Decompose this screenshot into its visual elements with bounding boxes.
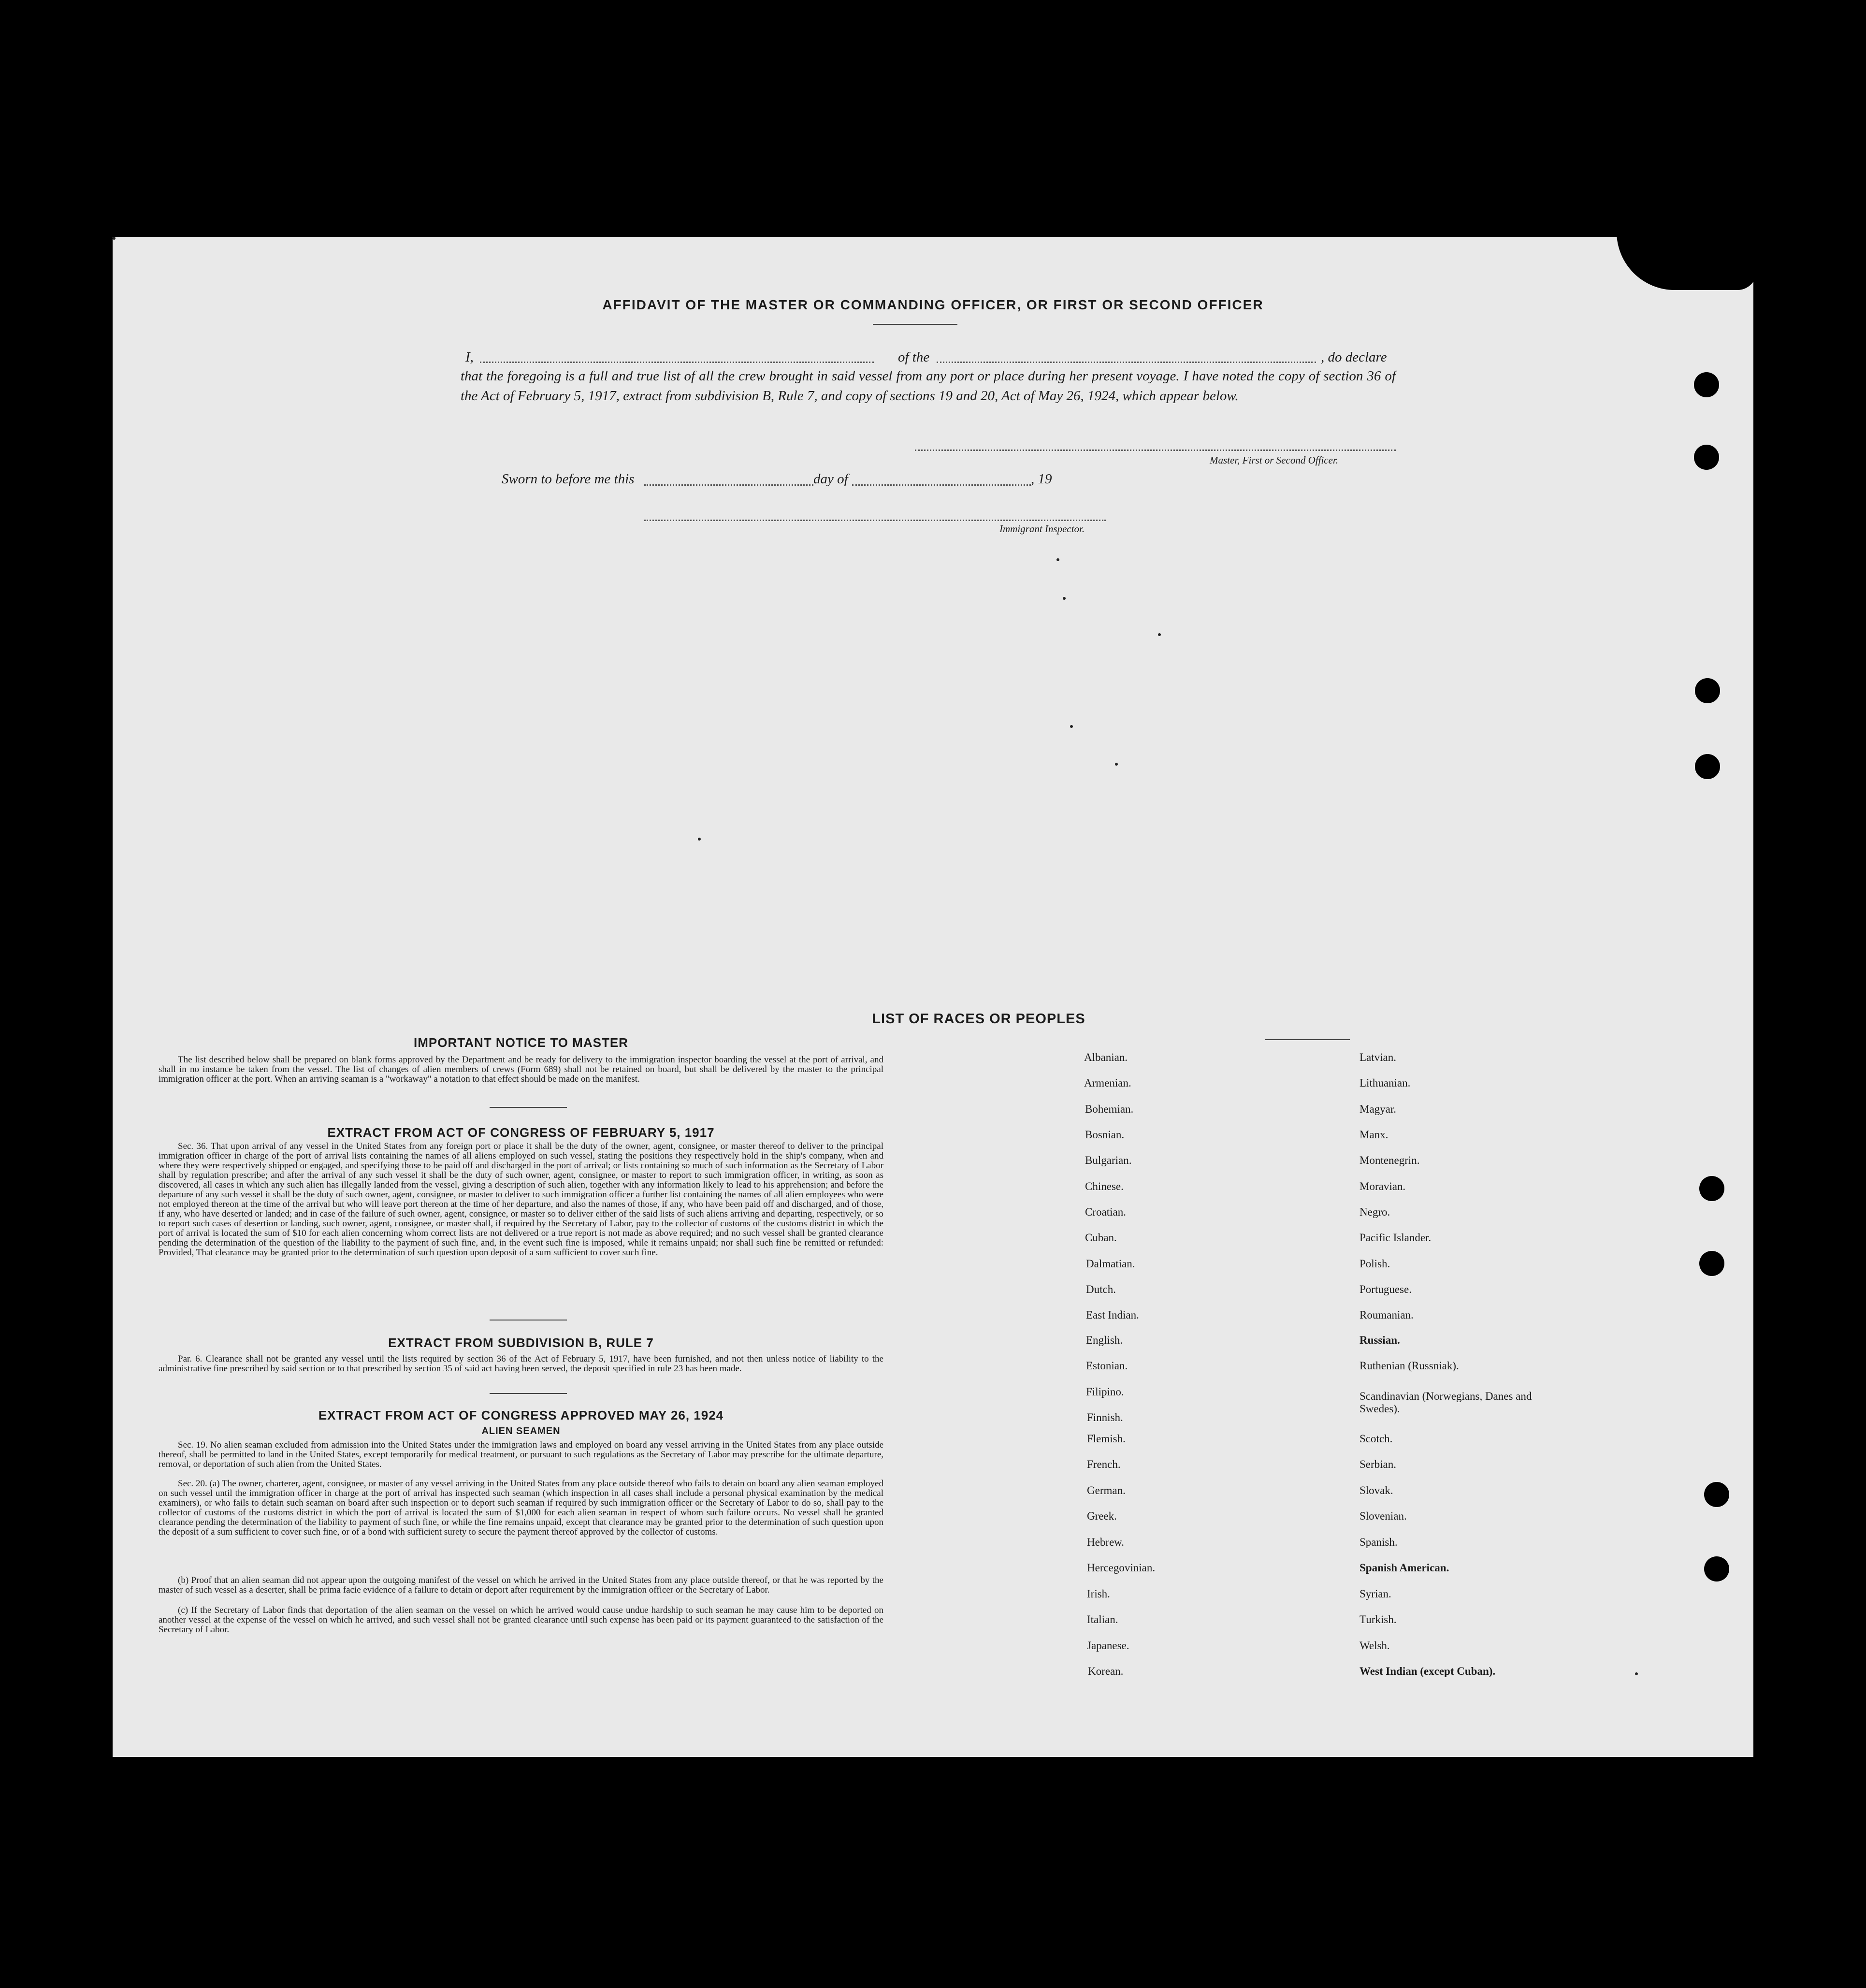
race-item: Slovenian. — [1360, 1510, 1407, 1522]
scan-speck — [1158, 633, 1161, 636]
race-item: Chinese. — [1085, 1180, 1124, 1192]
master-signature-line — [915, 450, 1396, 451]
race-item: Spanish American. — [1360, 1562, 1449, 1574]
notice-rule — [490, 1107, 567, 1108]
scan-speck — [1056, 558, 1059, 561]
race-item: Cuban. — [1085, 1232, 1117, 1244]
affidavit-body: that the foregoing is a full and true list of all the crew brought in said vessel from any port or place during her present voyage. I have noted the copy of section 36 of the Act of February 5, 1917, extract from subdivision B, Rule 7, and copy of sections 19 and 20, Act of May 26, 1924, which appear below. — [461, 368, 1396, 404]
punch-hole — [1695, 678, 1720, 703]
race-item: Polish. — [1360, 1258, 1390, 1270]
scan-speck — [698, 838, 701, 841]
race-item: West Indian (except Cuban). — [1360, 1665, 1496, 1677]
extract-1917-text: Sec. 36. That upon arrival of any vessel in the United States from any foreign port or place it shall be the duty of the owner, agent, consignee, or master thereof to deliver to the principal immigration officer in charge of the port of arrival lists containing the names of all aliens employed on such vessel, stating the positions they respectively hold in the ship's company, when and where they were respectively shipped or engaged, and specifying those to be paid off and discharged in the port of arrival; or lists containing so much of such information as the Secretary of Labor shall by regulation prescribe; and after the arrival of any such vessel it shall be the duty of such owner, agent, consignee, or master to report to such immigration officer, in writing, as soon as discovered, all cases in which any such alien has illegally landed from the vessel, giving a description of such alien, together with any information likely to lead to his apprehension; and before the departure of any such vessel it shall be the duty of such owner, agent, consignee, or master to deliver to such immigration officer a further list containing the names of all alien employees who were not employed thereon at the time of the arrival but who will leave port thereon at the time of her departure, and also the names of those, if any, who have been paid off and discharged, and of those, if any, who have deserted or landed; and in case of the failure of such owner, agent, consignee, or master so to deliver either of the said lists of such aliens arriving and departing, respectively, or so to report such cases of desertion or landing, such owner, agent, consignee, or master shall, if required by the Secretary of Labor, pay to the collector of customs of the customs district in which the port of arrival is located the sum of $10 for each alien concerning whom correct lists are not delivered or a true report is not made as above required; and no such vessel shall be granted clearance pending the determination of the question of the liability to the payment of such fine, and, in the event such fine is imposed, while it remains unpaid; nor shall such fine be remitted or refunded: Provided, That clearance may be granted prior to the determination of such question upon deposit of a sum sufficient to cover such fine. — [159, 1141, 883, 1258]
race-item: Filipino. — [1086, 1386, 1124, 1398]
scan-speck — [1063, 597, 1066, 600]
race-item: Greek. — [1087, 1510, 1117, 1522]
races-rule — [1265, 1039, 1350, 1040]
day-of-text: day of — [813, 471, 848, 487]
document-sheet — [113, 237, 1753, 1757]
race-item: Turkish. — [1360, 1613, 1397, 1625]
scan-speck — [1635, 1672, 1638, 1675]
sworn-text: Sworn to before me this — [502, 471, 635, 487]
race-item: English. — [1086, 1334, 1123, 1346]
notice-title: IMPORTANT NOTICE TO MASTER — [414, 1035, 628, 1050]
race-item: Croatian. — [1085, 1206, 1126, 1218]
scan-speck — [1115, 763, 1118, 766]
race-item: Dalmatian. — [1086, 1258, 1135, 1270]
affidavit-title: AFFIDAVIT OF THE MASTER OR COMMANDING OFFICER, OR FIRST OR SECOND OFFICER — [602, 297, 1264, 312]
race-item: Portuguese. — [1360, 1283, 1412, 1295]
extract-1924-sec20b: (b) Proof that an alien seaman did not appear upon the outgoing manifest of the vessel on which he arrived in the United States from any place outside thereof, or that he was reported by the master of such vessel as a deserter, shall be prima facie evidence of a failure to detain or deport after requirement by the immigration officer or the Secretary of Labor. — [159, 1575, 883, 1595]
punch-hole — [1699, 1176, 1724, 1201]
race-item: Latvian. — [1360, 1051, 1396, 1063]
rule7-rule — [490, 1393, 567, 1394]
race-item: Scandinavian (Norwegians, Danes and Swedes). — [1360, 1390, 1532, 1415]
race-item: Spanish. — [1360, 1536, 1398, 1548]
race-item: Syrian. — [1360, 1588, 1391, 1600]
race-item: Bohemian. — [1085, 1103, 1134, 1115]
affidavit-of-the: of the — [898, 349, 930, 365]
notice-text: The list described below shall be prepared on blank forms approved by the Department and be ready for delivery to the immigration inspector boarding the vessel at the port of arrival, and shall in no instance be taken from the vessel. The list of changes of alien members of crews (Form 689) shall not be retained on board, but shall be delivered by the master to the principal immigration officer at the port. When an arriving seaman is a "workaway" a notation to that effect should be made on the manifest. — [159, 1055, 883, 1084]
title-rule — [873, 324, 957, 325]
extract-1924-sec19: Sec. 19. No alien seaman excluded from admission into the United States under the immigration laws and employed on board any vessel arriving in the United States from any place outside thereof, shall be permitted to land in the United States, except temporarily for medical treatment, or pursuant to such regulations as the Secretary of Labor may prescribe for the ultimate departure, removal, or deportation of such alien from the United States. — [159, 1440, 883, 1469]
extract-1924-title: EXTRACT FROM ACT OF CONGRESS APPROVED MAY 26, 1924 — [318, 1408, 724, 1422]
races-title: LIST OF RACES OR PEOPLES — [872, 1011, 1085, 1027]
race-item: Albanian. — [1084, 1051, 1128, 1063]
scan-speck — [1070, 725, 1073, 728]
race-item: German. — [1087, 1484, 1126, 1496]
extract-1924-sec20a: Sec. 20. (a) The owner, charterer, agent, consignee, or master of any vessel arriving in the United States from any place outside thereof who fails to detain on board any alien seaman employed on such vessel until the immigration officer in charge at the port of arrival has inspected such seaman (which inspection in all cases shall include a personal physical examination by the medical examiners), or who fails to detain such seaman on board after such inspection or to deport such seaman if required by such immigration officer or the Secretary of Labor to do so, shall pay to the collector of customs of the customs district in which the port of arrival is located the sum of $1,000 for each alien seaman in respect of whom such failure occurs. No vessel shall be granted clearance pending the determination of the liability to payment of such fine, or while the fine remains unpaid, except that clearance may be granted prior to the determination of such question upon the deposit of a sum sufficient to cover such fine, or of a bond with sufficient surety to secure the payment thereof approved by the collector of customs. — [159, 1479, 883, 1537]
race-item: Hebrew. — [1087, 1536, 1125, 1548]
race-item: French. — [1087, 1458, 1121, 1470]
punch-hole — [1699, 1251, 1724, 1276]
race-item: Estonian. — [1086, 1360, 1128, 1372]
race-item: Finnish. — [1087, 1411, 1123, 1423]
race-item: Scotch. — [1360, 1433, 1393, 1445]
affidavit-i: I, — [465, 349, 474, 365]
race-item: Magyar. — [1360, 1103, 1397, 1115]
race-item: Ruthenian (Russniak). — [1360, 1360, 1459, 1372]
punch-hole — [1695, 754, 1720, 779]
year-text: , 19 — [1031, 471, 1052, 487]
race-item: Russian. — [1360, 1334, 1400, 1346]
race-item: Japanese. — [1087, 1640, 1129, 1652]
punch-hole — [1694, 445, 1719, 470]
race-item: Lithuanian. — [1360, 1077, 1411, 1089]
inspector-label: Immigrant Inspector. — [999, 523, 1085, 535]
sworn-day-line — [644, 484, 813, 486]
race-item: East Indian. — [1086, 1309, 1139, 1321]
race-item: Hercegovinian. — [1087, 1562, 1156, 1574]
rule7-text: Par. 6. Clearance shall not be granted any vessel until the lists required by section 36 of the Act of February 5, 1917, have been furnished, and not then unless notice of liability to the administrative fine prescribed by said section or to that prescribed by section 35 of said act having been served, the deposit specified in rule 23 has been made. — [159, 1354, 883, 1374]
affidavit-declare: , do declare — [1321, 349, 1387, 365]
master-label: Master, First or Second Officer. — [1210, 454, 1338, 466]
vessel-line — [937, 362, 1316, 363]
race-item: Welsh. — [1360, 1640, 1390, 1652]
race-item: Italian. — [1087, 1613, 1118, 1625]
punch-hole — [1704, 1482, 1729, 1507]
race-item: Montenegrin. — [1360, 1154, 1420, 1166]
race-item: Pacific Islander. — [1360, 1232, 1432, 1244]
punch-hole — [1694, 372, 1719, 397]
race-item: Slovak. — [1360, 1484, 1393, 1496]
race-item: Armenian. — [1084, 1077, 1131, 1089]
extract-1924-sec20c: (c) If the Secretary of Labor finds that deportation of the alien seaman on the vessel on which he arrived would cause undue hardship to such seaman he may cause him to be deported on another vessel at the expense of the vessel on which he arrived, and such vessel shall not be granted clearance until such expense has been paid or its payment guaranteed to the satisfaction of the Secretary of Labor. — [159, 1605, 883, 1635]
punch-hole — [1704, 1556, 1729, 1582]
race-item: Irish. — [1087, 1588, 1110, 1600]
race-item: Roumanian. — [1360, 1309, 1414, 1321]
race-item: Manx. — [1360, 1129, 1389, 1141]
race-item: Negro. — [1360, 1206, 1390, 1218]
race-item: Dutch. — [1086, 1283, 1116, 1295]
race-item: Bulgarian. — [1085, 1154, 1132, 1166]
rule7-title: EXTRACT FROM SUBDIVISION B, RULE 7 — [388, 1335, 654, 1350]
scan-speck — [113, 237, 116, 240]
race-item: Korean. — [1088, 1665, 1124, 1677]
race-item: Moravian. — [1360, 1180, 1406, 1192]
race-item: Serbian. — [1360, 1458, 1397, 1470]
alien-seamen-subtitle: ALIEN SEAMEN — [481, 1426, 561, 1437]
inspector-signature-line — [644, 520, 1106, 521]
extract-1917-title: EXTRACT FROM ACT OF CONGRESS OF FEBRUARY 5, 1917 — [327, 1125, 715, 1140]
race-item: Flemish. — [1087, 1433, 1126, 1445]
race-item: Bosnian. — [1085, 1129, 1125, 1141]
name-line — [480, 362, 874, 363]
sworn-month-line — [852, 484, 1031, 486]
